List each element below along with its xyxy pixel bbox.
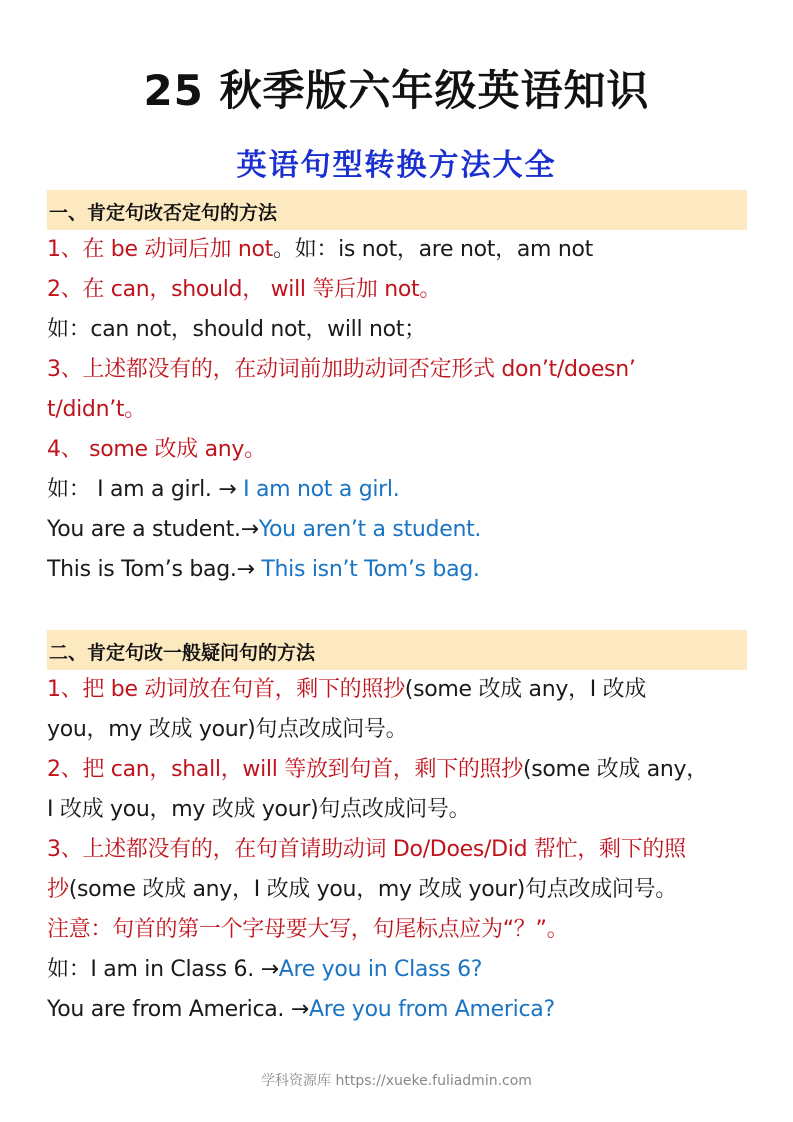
example-result: I am not a girl.	[243, 477, 400, 502]
example-result: Are you in Class 6?	[278, 957, 483, 982]
rule-text: 1、把 be 动词放在句首，剩下的照抄	[47, 677, 405, 702]
page-title: 25 秋季版六年级英语知识	[143, 66, 650, 115]
rule-text: 抄	[47, 877, 69, 902]
example-line-1	[47, 950, 747, 990]
example-source: You are a student.→	[47, 517, 259, 542]
page-subtitle: 英语句型转换方法大全	[236, 148, 557, 183]
rule-line-4: 3、上述都没有的，在动词前加助动词否定形式 don’t/doesn’	[47, 357, 636, 382]
example-result: You aren’t a student.	[258, 517, 482, 542]
example-line-3	[47, 550, 747, 590]
example-line-1	[47, 470, 747, 510]
example-source: You are from America. →	[47, 997, 309, 1022]
rule-note: (some 改成 any，I 改成	[404, 677, 647, 702]
rule-line-2: 2、在 can，should， will 等后加 not。	[47, 277, 442, 302]
example-source: 如： I am a girl. →	[47, 477, 244, 502]
rule-line-6: 4、 some 改成 any。	[47, 437, 266, 462]
example-source: This is Tom’s bag.→	[47, 557, 262, 582]
example-result: Are you from America?	[308, 997, 555, 1022]
rule-example: 。如：is not，are not，am not	[273, 237, 593, 262]
page-footer: 学科资源库 https://xueke.fuliadmin.com	[261, 1073, 532, 1089]
rule-line-2: you，my 改成 your)句点改成问号。	[47, 717, 408, 742]
document-body	[47, 190, 747, 1030]
rule-line-1	[47, 230, 747, 270]
rule-line-5: 3、上述都没有的，在句首请助动词 Do/Does/Did 帮忙，剩下的照	[47, 837, 686, 862]
rule-line-1	[47, 670, 747, 710]
rule-line-6	[47, 870, 747, 910]
section-header-question: 二、肯定句改一般疑问句的方法	[47, 630, 747, 670]
rule-text: 1、在 be 动词后加 not	[47, 237, 274, 262]
rule-text: 2、把 can，shall，will 等放到句首，剩下的照抄	[47, 757, 523, 782]
rule-line-7: 注意：句首的第一个字母要大写，句尾标点应为“？”。	[47, 917, 569, 942]
rule-note: (some 改成 any，	[522, 757, 708, 782]
rule-line-4: I 改成 you，my 改成 your)句点改成问号。	[47, 797, 471, 822]
section-header-negative: 一、肯定句改否定句的方法	[47, 190, 747, 230]
example-line-2	[47, 510, 747, 550]
example-result: This isn’t Tom’s bag.	[261, 557, 480, 582]
example-line-2	[47, 990, 747, 1030]
rule-line-3	[47, 750, 747, 790]
example-source: 如：I am in Class 6. →	[47, 957, 279, 982]
section-spacer	[47, 590, 747, 630]
rule-line-5: t/didn’t。	[47, 397, 146, 422]
rule-note: (some 改成 any，I 改成 you，my 改成 your)句点改成问号。	[68, 877, 677, 902]
rule-line-3: 如：can not，should not，will not；	[47, 317, 426, 342]
